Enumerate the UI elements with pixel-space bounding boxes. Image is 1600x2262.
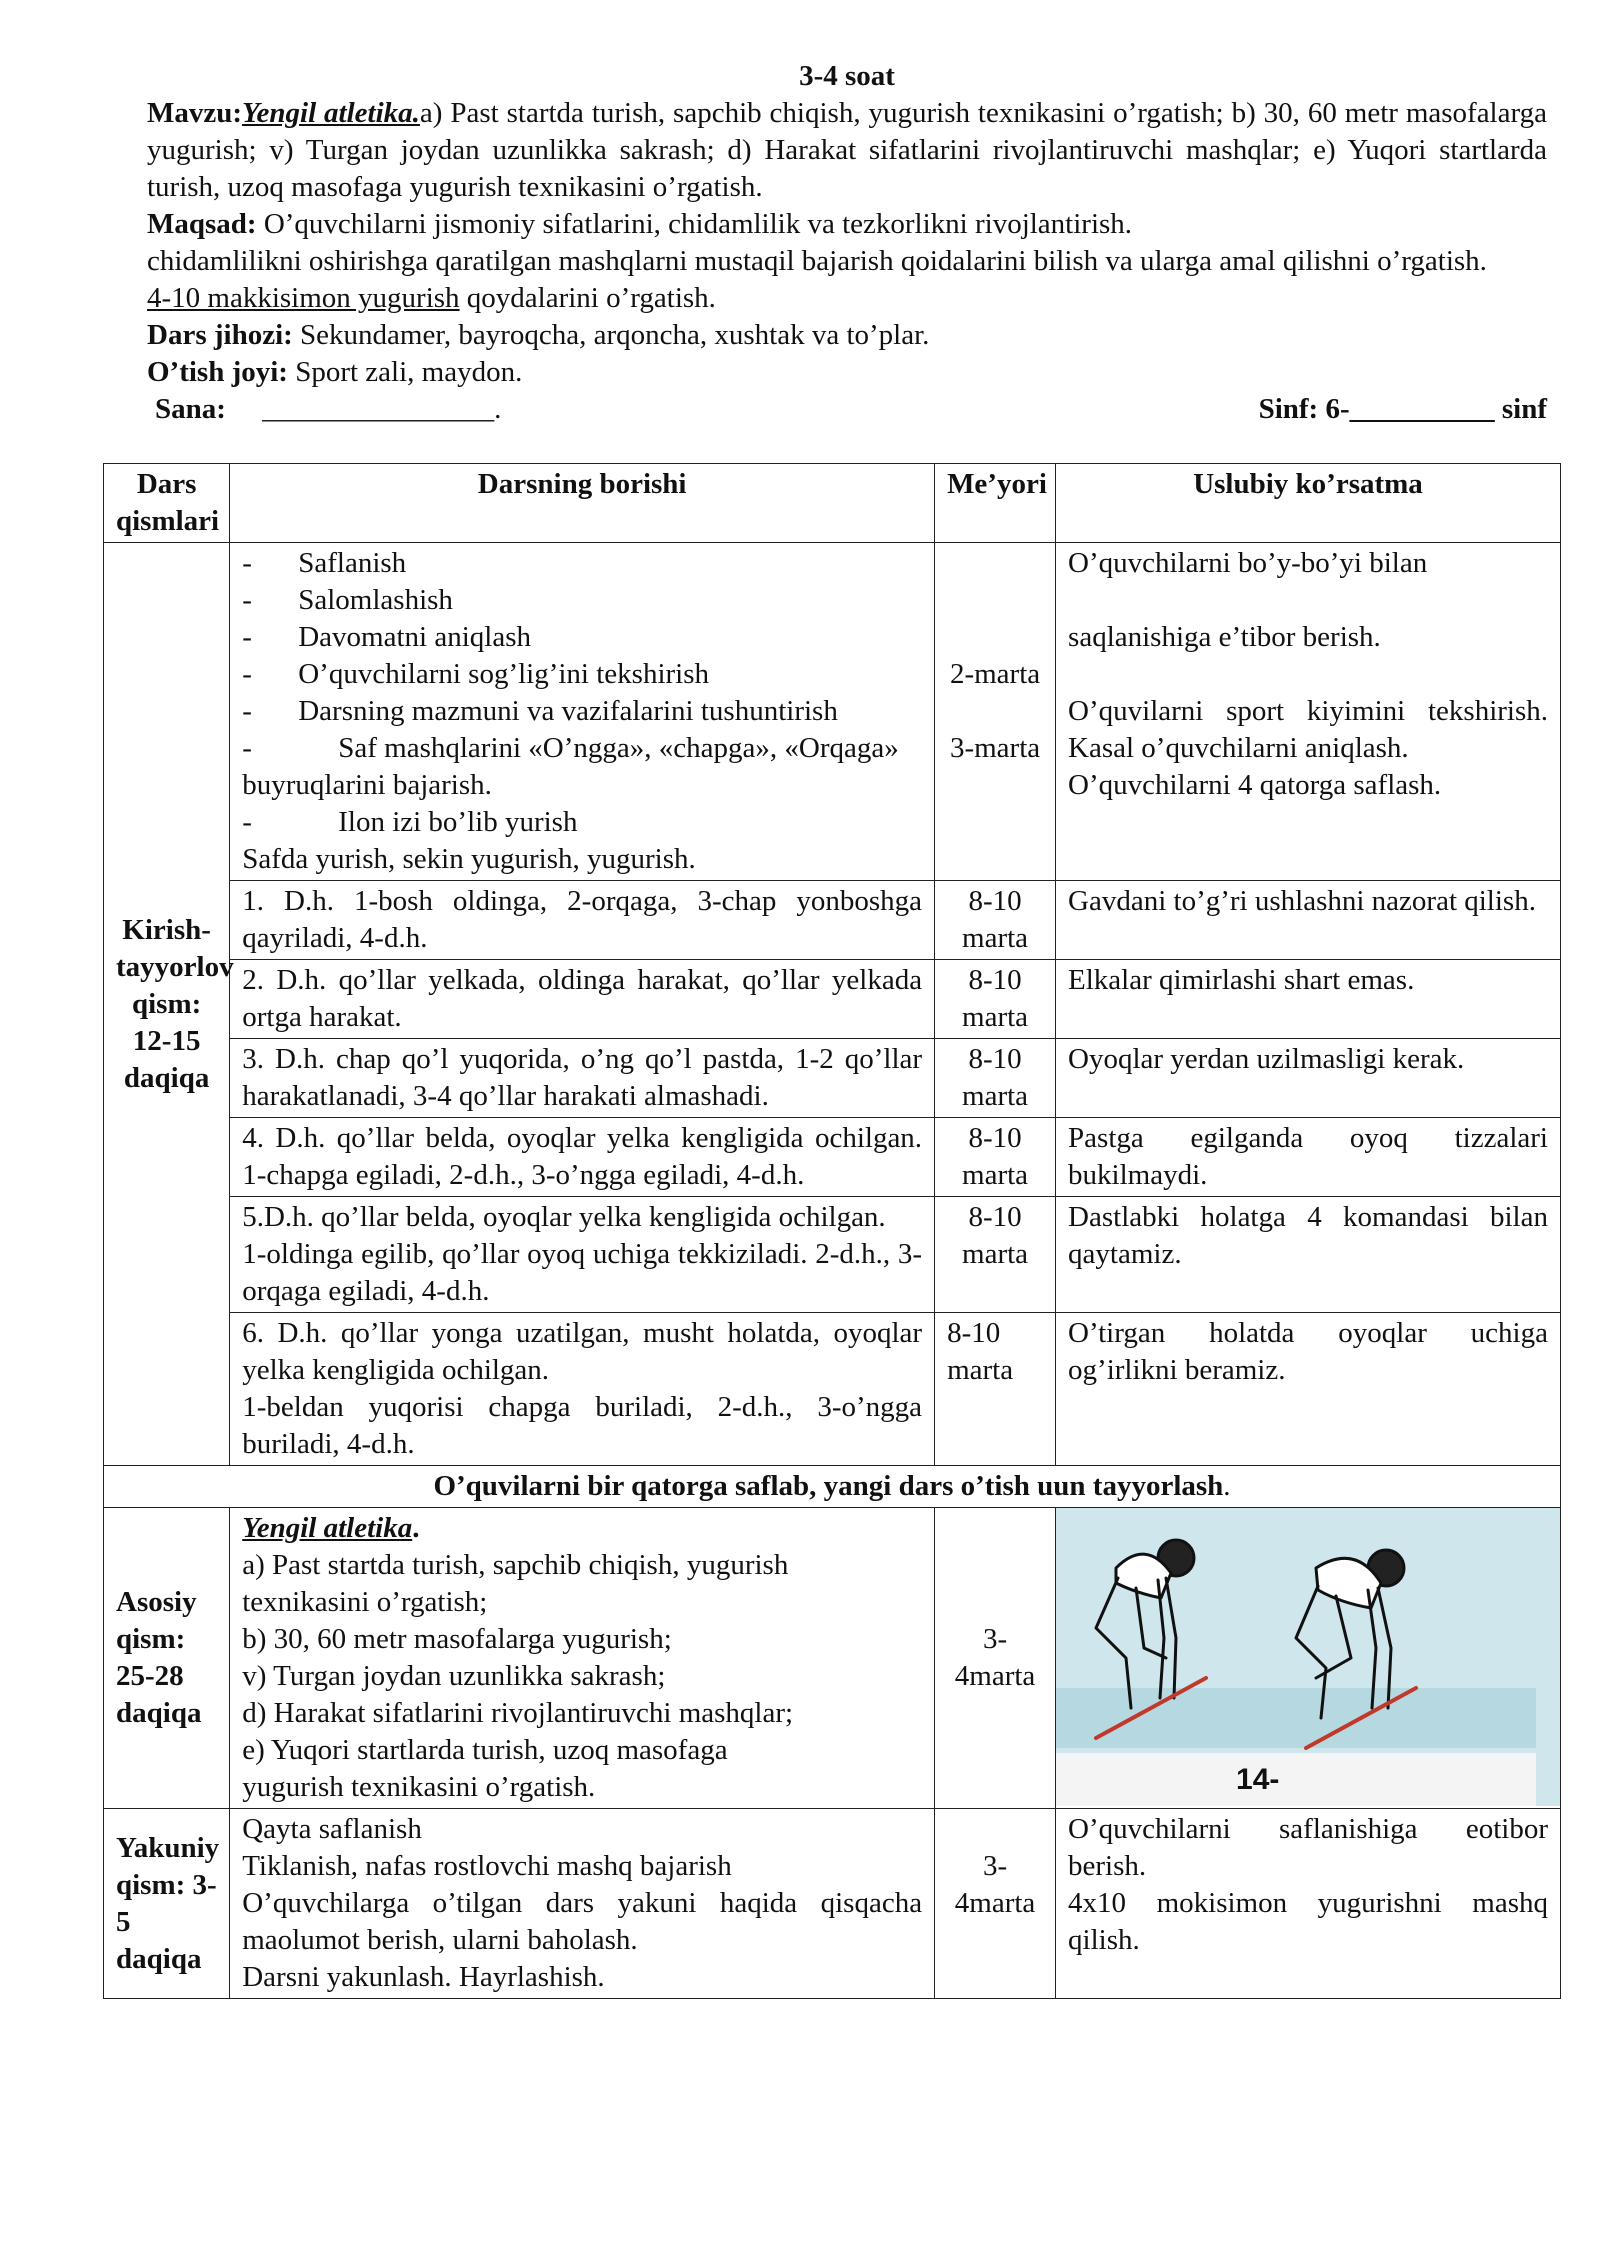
guidance-text: O’tirgan holatda oyoqlar uchiga og’irlikni beramiz.: [1056, 1313, 1561, 1466]
norm-value: 3-4marta: [935, 1508, 1056, 1809]
table-row: [104, 1508, 1561, 1809]
intro-guidance: [1056, 543, 1561, 881]
section-intro: Kirish-tayyorlov qism: 12-15 daqiqa: [104, 543, 230, 1466]
table-row: [104, 1039, 1561, 1118]
class-blank: __________: [1349, 393, 1495, 425]
class-label: Sinf: 6-: [1258, 393, 1350, 425]
lesson-plan-table: [103, 463, 1561, 1999]
norm-value: 8-10 marta: [935, 1313, 1056, 1466]
list-item: Saflanish: [298, 547, 407, 579]
date-label: Sana:: [155, 393, 226, 425]
guidance-text: Oyoqlar yerdan uzilmasligi kerak.: [1056, 1039, 1561, 1118]
norm-value: 8-10 marta: [935, 1118, 1056, 1197]
list-item: Tiklanish, nafas rostlovchi mashq bajarish: [242, 1850, 732, 1882]
list-item: b) 30, 60 metr masofalarga yugurish;: [242, 1623, 672, 1655]
main-title: Yengil atletika: [242, 1512, 413, 1544]
list-item: v) Turgan joydan uzunlikka sakrash;: [242, 1660, 666, 1692]
guidance-text: O’quvchilarni bo’y-bo’yi bilan: [1068, 547, 1428, 579]
table-row: [104, 1313, 1561, 1466]
guidance-text: Gavdani to’g’ri ushlashni nazorat qilish.: [1056, 881, 1561, 960]
topic-name: Yengil atletika.: [242, 97, 420, 129]
guidance-text: 4x10 mokisimon yugurishni mashq qilish.: [1068, 1887, 1548, 1956]
list-item: Salomlashish: [298, 584, 453, 616]
section-final: Yakuniy qism: 3-5 daqiqa: [104, 1809, 230, 1999]
goal-label: Maqsad:: [147, 208, 257, 240]
table-row: [104, 1197, 1561, 1313]
goal-extra-line: chidamlilikni oshirishga qaratilgan mashqlarni mustaqil bajarish qoidalarini bilish va ularga amal qilishni o’rgatish.: [147, 245, 1487, 277]
norm-value: 8-10 marta: [935, 960, 1056, 1039]
topic-label: Mavzu:: [147, 97, 243, 129]
guidance-text: Kasal o’quvchilarni aniqlash.: [1068, 732, 1409, 764]
final-activities: [230, 1809, 935, 1999]
list-item: Safda yurish, sekin yugurish, yugurish.: [242, 843, 696, 875]
table-row: [104, 881, 1561, 960]
intro-norms: [935, 543, 1056, 881]
figure-caption: 14-: [1236, 1763, 1280, 1796]
list-item: O’quvchilarni sog’lig’ini tekshirish: [298, 658, 710, 690]
exercise-text-cell: [230, 1197, 935, 1313]
main-activities: Yengil atletika. a) Past startda turish, sapchib chiqish, yugurish texnikasini o’rgatish; b) 30, 60 metr masofalarga yugurish; v) Turgan joydan uzunlikka sakrash; d) Harakat sifatlarini rivojlantiruvchi mashqlar; e) Yuqori startlarda turish, uzoq masofaga yugurish texnikasini o’rgatish.: [230, 1508, 935, 1809]
goal-shuttle-line: 4-10 makkisimon yugurish qoydalarini o’rgatish.: [147, 282, 716, 314]
exercise-text: 3. D.h. chap qo’l yuqorida, o’ng qo’l pastda, 1-2 qo’llar harakatlanadi, 3-4 qo’llar harakati almashadi.: [230, 1039, 935, 1118]
list-item: Davomatni aniqlash: [298, 621, 531, 653]
table-row: [104, 1466, 1561, 1508]
col-header-progress: Darsning borishi: [230, 464, 935, 543]
goal-text: O’quvchilarni jismoniy sifatlarini, chidamlilik va tezkorlikni rivojlantirish.: [256, 208, 1133, 240]
table-header-row: [104, 464, 1561, 543]
runner-illustration: [1056, 1508, 1536, 1806]
norm-value: 3-4marta: [954, 1850, 1036, 1919]
exercise-text: 2. D.h. qo’llar yelkada, oldinga harakat, qo’llar yelkada ortga harakat.: [230, 960, 935, 1039]
goal-line: [147, 206, 1547, 243]
guidance-text: O’quvchilarni saflanishiga eotibor berish.: [1068, 1813, 1548, 1882]
list-item: d) Harakat sifatlarini rivojlantiruvchi mashqlar;: [242, 1697, 794, 1729]
list-item: Darsning mazmuni va vazifalarini tushuntirish: [298, 695, 838, 727]
date-class-line: [147, 391, 1547, 428]
exercise-text: 1-oldinga egilib, qo’llar oyoq uchiga tekkiziladi. 2-d.h., 3-orqaga egiladi, 4-d.h.: [242, 1238, 923, 1307]
shuttle-run-text: 4-10 makkisimon yugurish: [147, 282, 460, 314]
list-item: e) Yuqori startlarda turish, uzoq masofaga yugurish texnikasini o’rgatish.: [242, 1734, 728, 1803]
col-header-parts: Dars qismlari: [104, 464, 230, 543]
list-item: Ilon izi bo’lib yurish: [338, 806, 578, 838]
list-item: Qayta saflanish: [242, 1813, 422, 1845]
list-item: O’quvchilarga o’tilgan dars yakuni haqida qisqacha maolumot berish, ularni baholash.: [242, 1887, 923, 1956]
exercise-text: 4. D.h. qo’llar belda, oyoqlar yelka kengligida ochilgan. 1-chapga egiladi, 2-d.h., 3-o’ngga egiladi, 4-d.h.: [230, 1118, 935, 1197]
norm-value: 8-10 marta: [935, 1039, 1056, 1118]
guidance-text: Elkalar qimirlashi shart emas.: [1056, 960, 1561, 1039]
sprint-start-figure: [1056, 1508, 1560, 1806]
equipment-label: Dars jihozi:: [147, 319, 293, 351]
transition-note: O’quvilarni bir qatorga saflab, yangi dars o’tish uun tayyorlash.: [104, 1466, 1561, 1508]
lesson-header: [147, 58, 1547, 428]
class-suffix: sinf: [1494, 393, 1547, 425]
topic-paragraph: [147, 95, 1547, 206]
table-row: [104, 1118, 1561, 1197]
table-row: [104, 1809, 1561, 1999]
equipment-text: Sekundamer, bayroqcha, arqoncha, xushtak va to’plar.: [292, 319, 930, 351]
guidance-text: Dastlabki holatga 4 komandasi bilan qaytamiz.: [1056, 1197, 1561, 1313]
norm-value: 3-marta: [949, 732, 1041, 764]
equipment-line: [147, 317, 1547, 354]
final-norm-cell: [935, 1809, 1056, 1999]
venue-line: [147, 354, 1547, 391]
exercise-text: 6. D.h. qo’llar yonga uzatilgan, musht holatda, oyoqlar yelka kengligida ochilgan.: [242, 1317, 923, 1386]
exercise-text: 1-beldan yuqorisi chapga buriladi, 2-d.h., 3-o’ngga buriladi, 4-d.h.: [242, 1391, 923, 1460]
norm-value: 8-10 marta: [935, 881, 1056, 960]
section-main: Asosiy qism: 25-28 daqiqa: [104, 1508, 230, 1809]
guidance-text: O’quvchilarni 4 qatorga saflash.: [1068, 769, 1442, 801]
guidance-text: Pastga egilganda oyoq tizzalari bukilmaydi.: [1056, 1118, 1561, 1197]
date-blank: ________________.: [262, 393, 502, 425]
table-row: [104, 960, 1561, 1039]
exercise-text-cell: [230, 1313, 935, 1466]
guidance-text: O’quvilarni sport kiyimini tekshirish.: [1068, 695, 1548, 727]
final-guidance: [1056, 1809, 1561, 1999]
guidance-text: saqlanishiga e’tibor berish.: [1068, 621, 1381, 653]
intro-activities: - Saflanish - Salomlashish - Davomatni aniqlash - O’quvchilarni sog’lig’ini tekshirish - Darsning mazmuni va vazifalarini tushuntirish - Saf mashqlarini «O’ngga», «chapga», «Orqaga» buyruqlarini bajarish. - Ilon izi bo’lib yurish Safda yurish, sekin yugurish, yugurish.: [230, 543, 935, 881]
list-item: Darsni yakunlash. Hayrlashish.: [242, 1961, 605, 1993]
exercise-text: 1. D.h. 1-bosh oldinga, 2-orqaga, 3-chap yonboshga qayriladi, 4-d.h.: [230, 881, 935, 960]
norm-value: 8-10 marta: [935, 1197, 1056, 1313]
list-item: a) Past startda turish, sapchib chiqish, yugurish texnikasini o’rgatish;: [242, 1549, 789, 1618]
lesson-hours-title: 3-4 soat: [799, 60, 895, 92]
col-header-norm: Me’yori: [935, 464, 1056, 543]
topic-text: a) Past startda turish, sapchib chiqish, yugurish texnikasini o’rgatish; b) 30, 60 metr masofalarga yugurish; v) Turgan joydan uzunlikka sakrash; d) Harakat sifatlarini rivojlantiruvchi mashqlar; e) Yuqori startlarda turish, uzoq masofaga yugurish texnikasini o’rgatish.: [147, 97, 1547, 203]
col-header-guidance: Uslubiy ko’rsatma: [1056, 464, 1561, 543]
venue-text: Sport zali, maydon.: [287, 356, 523, 388]
list-item: Saf mashqlarini «O’ngga», «chapga», «Orqaga» buyruqlarini bajarish.: [242, 732, 899, 801]
venue-label: O’tish joyi:: [147, 356, 288, 388]
sprint-start-figure-cell: [1056, 1508, 1561, 1809]
norm-value: 2-marta: [949, 658, 1041, 690]
exercise-text: 5.D.h. qo’llar belda, oyoqlar yelka kengligida ochilgan.: [242, 1201, 886, 1233]
table-row: [104, 543, 1561, 881]
